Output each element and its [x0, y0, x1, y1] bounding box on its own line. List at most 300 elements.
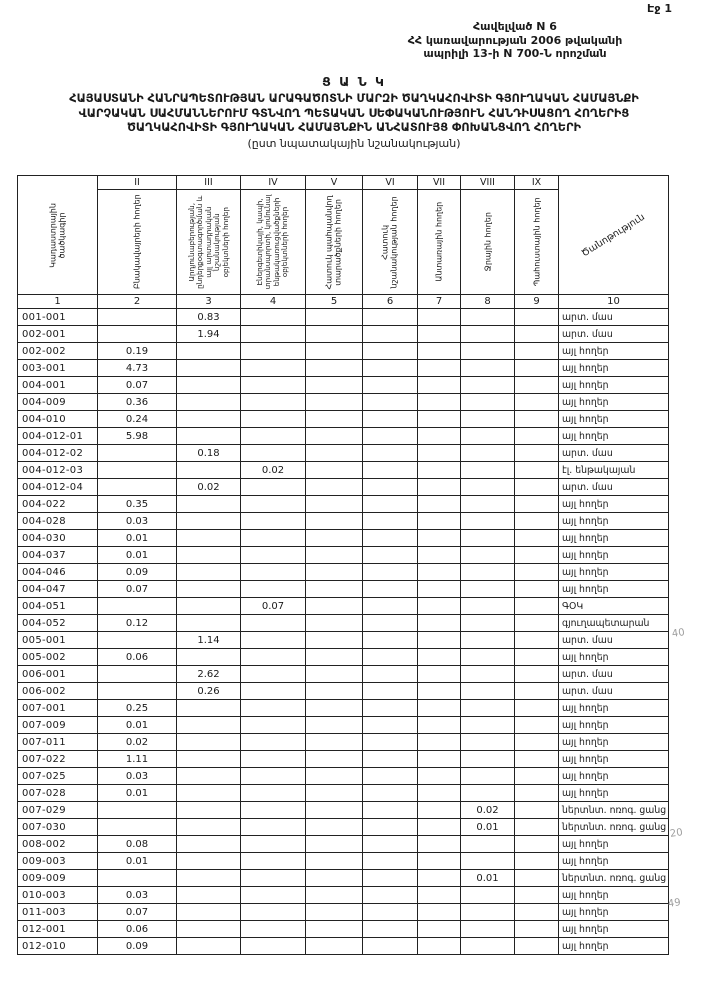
annex-line: Հավելված N 6 — [473, 20, 557, 33]
cell-area-value: 0.07 — [98, 904, 177, 921]
cell-area-value — [461, 785, 515, 802]
cell-area-value — [177, 411, 241, 428]
cell-note: արտ. մաս — [559, 326, 669, 343]
cell-area-value — [363, 802, 418, 819]
cell-area-value — [515, 513, 559, 530]
cell-area-value — [363, 326, 418, 343]
cell-cadastral-code: 004-009 — [18, 394, 98, 411]
cell-area-value — [461, 462, 515, 479]
cell-note: էլ. ենթակայան — [559, 462, 669, 479]
cell-area-value — [306, 853, 363, 870]
cell-area-value — [98, 870, 177, 887]
cell-area-value — [418, 343, 461, 360]
cell-area-value — [306, 309, 363, 326]
cell-area-value — [461, 309, 515, 326]
cell-area-value — [515, 887, 559, 904]
cell-area-value — [241, 411, 306, 428]
table-row — [18, 921, 669, 938]
col-header-special-purpose-lands: Հատուկ նշանակության հողեր — [363, 190, 418, 295]
cell-area-value — [177, 836, 241, 853]
cell-area-value — [418, 683, 461, 700]
cell-area-value — [177, 819, 241, 836]
cell-area-value — [363, 462, 418, 479]
cell-cadastral-code: 007-029 — [18, 802, 98, 819]
table-row — [18, 887, 669, 904]
cell-area-value: 0.06 — [98, 921, 177, 938]
cell-area-value — [461, 921, 515, 938]
cell-area-value — [241, 632, 306, 649]
cell-area-value — [515, 632, 559, 649]
cell-area-value — [461, 666, 515, 683]
table-row — [18, 632, 669, 649]
cell-area-value — [515, 547, 559, 564]
cell-area-value — [363, 904, 418, 921]
cell-area-value: 0.18 — [177, 445, 241, 462]
column-number: 3 — [177, 295, 241, 309]
cell-area-value — [241, 853, 306, 870]
cell-cadastral-code: 009-009 — [18, 870, 98, 887]
cell-area-value: 0.01 — [461, 819, 515, 836]
table-row — [18, 683, 669, 700]
cell-area-value — [418, 751, 461, 768]
cell-area-value: 4.73 — [98, 360, 177, 377]
cell-area-value — [363, 683, 418, 700]
title-line: ՎԱՐՉԱԿԱՆ ՍԱՀՄԱՆՆԵՐՈՒՄ ԳՏՆՎՈՂ ՊԵՏԱԿԱՆ ՍԵՓԱԿԱՆՈՒԹՅՈՒՆ ՀԱՆԴԻՍԱՑՈՂ ՀՈՂԵՐԻՑ — [78, 106, 630, 120]
cell-area-value: 0.01 — [461, 870, 515, 887]
cell-area-value — [363, 649, 418, 666]
cell-cadastral-code: 004-012-02 — [18, 445, 98, 462]
cell-area-value — [363, 700, 418, 717]
cell-cadastral-code: 006-002 — [18, 683, 98, 700]
col-header-industrial-lands: Արդյունաբերության, ընդերքօգտագործման և այլ արտադրական նշանակության օբյեկտների հողեր — [177, 190, 241, 295]
cell-area-value — [306, 377, 363, 394]
cell-area-value — [418, 785, 461, 802]
col-header-forest-lands: Անտառային հողեր — [418, 190, 461, 295]
cell-note: այլ հողեր — [559, 411, 669, 428]
cell-area-value — [461, 649, 515, 666]
cell-area-value — [461, 581, 515, 598]
cell-area-value — [306, 700, 363, 717]
annex-line: ՀՀ կառավարության 2006 թվականի — [407, 33, 623, 47]
table-row — [18, 343, 669, 360]
cell-cadastral-code: 007-030 — [18, 819, 98, 836]
cell-area-value — [418, 428, 461, 445]
cell-area-value: 0.36 — [98, 394, 177, 411]
cell-note: այլ հողեր — [559, 904, 669, 921]
table-row — [18, 819, 669, 836]
cell-area-value — [177, 428, 241, 445]
cell-area-value: 0.35 — [98, 496, 177, 513]
cell-area-value: 0.01 — [98, 530, 177, 547]
cell-area-value — [515, 445, 559, 462]
cell-area-value — [461, 836, 515, 853]
cell-area-value — [241, 479, 306, 496]
cell-area-value — [418, 836, 461, 853]
cell-area-value — [515, 768, 559, 785]
cell-area-value — [306, 819, 363, 836]
cell-area-value — [241, 700, 306, 717]
page-number: Էջ 1 — [647, 2, 672, 15]
cell-area-value — [461, 717, 515, 734]
cell-cadastral-code: 009-003 — [18, 853, 98, 870]
cell-area-value — [306, 649, 363, 666]
cell-area-value — [515, 581, 559, 598]
cell-area-value — [306, 564, 363, 581]
cell-note: այլ հողեր — [559, 734, 669, 751]
cell-area-value — [515, 309, 559, 326]
cell-note: այլ հողեր — [559, 564, 669, 581]
table-row — [18, 513, 669, 530]
cell-area-value: 2.62 — [177, 666, 241, 683]
cell-area-value — [461, 428, 515, 445]
cell-area-value — [177, 598, 241, 615]
cell-area-value — [418, 496, 461, 513]
cell-area-value — [177, 377, 241, 394]
table-row — [18, 904, 669, 921]
column-number: 6 — [363, 295, 418, 309]
cell-area-value — [98, 326, 177, 343]
column-number: 4 — [241, 295, 306, 309]
cell-area-value — [241, 564, 306, 581]
cell-cadastral-code: 002-001 — [18, 326, 98, 343]
column-numeral: III — [177, 176, 241, 190]
cell-area-value — [461, 768, 515, 785]
cell-area-value — [418, 853, 461, 870]
cell-note: ներտնտ. ոռոգ. ցանց — [559, 819, 669, 836]
cell-area-value — [461, 377, 515, 394]
cell-note: այլ հողեր — [559, 428, 669, 445]
cell-area-value — [241, 836, 306, 853]
cell-area-value — [515, 717, 559, 734]
cell-note: ներտնտ. ոռոգ. ցանց — [559, 802, 669, 819]
cell-area-value — [98, 666, 177, 683]
cell-note: արտ. մաս — [559, 683, 669, 700]
cell-cadastral-code: 004-012-03 — [18, 462, 98, 479]
cell-area-value — [98, 598, 177, 615]
column-number: 8 — [461, 295, 515, 309]
cell-area-value — [515, 479, 559, 496]
cell-area-value — [241, 921, 306, 938]
cell-area-value — [241, 904, 306, 921]
cell-area-value — [98, 445, 177, 462]
cell-area-value — [461, 513, 515, 530]
document-subtitle: (ըստ նպատակային նշանակության) — [247, 137, 461, 150]
cell-note: այլ հողեր — [559, 496, 669, 513]
table-row — [18, 938, 669, 955]
cell-area-value — [306, 887, 363, 904]
cell-area-value — [418, 615, 461, 632]
col-header-water-lands: Ջրային հողեր — [461, 190, 515, 295]
cell-area-value — [418, 326, 461, 343]
cell-note: այլ հողեր — [559, 394, 669, 411]
annex-line: ապրիլի 13-ի N 700-Ն որոշման — [423, 47, 607, 60]
cell-note: գյուղապետարան — [559, 615, 669, 632]
cell-cadastral-code: 004-047 — [18, 581, 98, 598]
cell-note: այլ հողեր — [559, 530, 669, 547]
cell-note: արտ. մաս — [559, 445, 669, 462]
cell-area-value — [418, 479, 461, 496]
cell-area-value — [306, 921, 363, 938]
cell-area-value — [363, 479, 418, 496]
cell-area-value — [363, 785, 418, 802]
cell-area-value — [461, 479, 515, 496]
cell-area-value — [363, 445, 418, 462]
cell-area-value: 0.01 — [98, 717, 177, 734]
cell-area-value — [177, 462, 241, 479]
cell-area-value — [515, 377, 559, 394]
table-row — [18, 734, 669, 751]
cell-cadastral-code: 004-012-04 — [18, 479, 98, 496]
cell-area-value — [241, 785, 306, 802]
cell-area-value — [241, 615, 306, 632]
cell-cadastral-code: 002-002 — [18, 343, 98, 360]
cell-area-value — [418, 513, 461, 530]
cell-area-value — [515, 326, 559, 343]
cell-area-value — [461, 615, 515, 632]
table-body — [18, 309, 669, 955]
cell-area-value: 0.01 — [98, 785, 177, 802]
cell-area-value — [241, 802, 306, 819]
cell-area-value — [363, 734, 418, 751]
cell-area-value — [515, 462, 559, 479]
cell-area-value — [418, 564, 461, 581]
cell-area-value — [306, 360, 363, 377]
cell-cadastral-code: 007-009 — [18, 717, 98, 734]
table-row — [18, 445, 669, 462]
cell-note: այլ հողեր — [559, 887, 669, 904]
cell-area-value — [515, 751, 559, 768]
cell-area-value — [306, 836, 363, 853]
cell-area-value — [241, 751, 306, 768]
cell-note: այլ հողեր — [559, 360, 669, 377]
cell-area-value — [461, 700, 515, 717]
cell-area-value — [461, 904, 515, 921]
cell-area-value — [98, 479, 177, 496]
column-number: 9 — [515, 295, 559, 309]
cell-area-value: 0.03 — [98, 887, 177, 904]
cell-area-value — [515, 836, 559, 853]
cell-area-value — [363, 496, 418, 513]
cell-area-value — [363, 530, 418, 547]
cell-area-value — [363, 598, 418, 615]
cell-area-value — [363, 853, 418, 870]
cell-area-value — [363, 666, 418, 683]
cell-area-value — [515, 649, 559, 666]
cell-area-value — [461, 598, 515, 615]
cell-area-value: 0.02 — [98, 734, 177, 751]
cell-area-value — [418, 768, 461, 785]
cell-area-value — [363, 751, 418, 768]
cell-area-value — [306, 581, 363, 598]
cell-area-value — [241, 870, 306, 887]
cell-area-value — [515, 615, 559, 632]
cell-area-value — [418, 547, 461, 564]
cell-area-value — [306, 632, 363, 649]
cell-area-value — [461, 445, 515, 462]
cell-note: այլ հողեր — [559, 717, 669, 734]
cell-area-value — [515, 530, 559, 547]
cell-area-value — [306, 462, 363, 479]
cell-area-value: 0.07 — [241, 598, 306, 615]
cell-note: այլ հողեր — [559, 343, 669, 360]
cell-area-value — [418, 649, 461, 666]
cell-cadastral-code: 012-001 — [18, 921, 98, 938]
cell-cadastral-code: 004-001 — [18, 377, 98, 394]
cell-area-value: 0.02 — [461, 802, 515, 819]
cell-area-value: 0.25 — [98, 700, 177, 717]
cell-area-value — [363, 513, 418, 530]
cell-area-value — [363, 411, 418, 428]
cell-area-value — [363, 887, 418, 904]
cell-area-value: 0.07 — [98, 377, 177, 394]
cell-area-value — [177, 496, 241, 513]
cell-area-value — [363, 938, 418, 955]
cell-note: արտ. մաս — [559, 479, 669, 496]
cell-cadastral-code: 004-030 — [18, 530, 98, 547]
cell-area-value — [177, 717, 241, 734]
cell-area-value — [241, 887, 306, 904]
cell-cadastral-code: 011-003 — [18, 904, 98, 921]
cell-area-value — [363, 717, 418, 734]
table-row — [18, 547, 669, 564]
cell-area-value — [363, 564, 418, 581]
cell-area-value — [363, 836, 418, 853]
cell-cadastral-code: 004-046 — [18, 564, 98, 581]
table-row — [18, 309, 669, 326]
cell-area-value — [363, 768, 418, 785]
title-line: ԾԱՂԿԱՀՈՎԻՏԻ ԳՅՈՒՂԱԿԱՆ ՀԱՄԱՅՆՔԻՆ ԱՆՀԱՏՈՒՅՑ ՓՈԽԱՆՑՎՈՂ ՀՈՂԵՐԻ — [127, 121, 581, 134]
cell-area-value — [241, 428, 306, 445]
cell-area-value — [363, 394, 418, 411]
cell-area-value: 0.06 — [98, 649, 177, 666]
cell-area-value — [177, 853, 241, 870]
cell-area-value — [306, 904, 363, 921]
cell-area-value — [177, 615, 241, 632]
cell-note: արտ. մաս — [559, 632, 669, 649]
table-row — [18, 751, 669, 768]
cell-area-value — [363, 309, 418, 326]
cell-area-value — [363, 343, 418, 360]
cell-note: ԳՕԿ — [559, 598, 669, 615]
cell-area-value — [241, 717, 306, 734]
cell-area-value — [363, 921, 418, 938]
cell-area-value: 0.03 — [98, 513, 177, 530]
cell-area-value — [241, 683, 306, 700]
cell-area-value — [461, 564, 515, 581]
cell-cadastral-code: 012-010 — [18, 938, 98, 955]
cell-area-value — [177, 564, 241, 581]
table-row — [18, 717, 669, 734]
cell-area-value: 1.14 — [177, 632, 241, 649]
cell-area-value — [515, 938, 559, 955]
cell-area-value — [515, 360, 559, 377]
cell-area-value — [418, 462, 461, 479]
cell-cadastral-code: 006-001 — [18, 666, 98, 683]
cell-area-value — [515, 564, 559, 581]
cell-area-value — [461, 530, 515, 547]
column-numeral: VI — [363, 176, 418, 190]
col-header-protected-lands: Հատուկ պահպանվող տարածքների հողեր — [306, 190, 363, 295]
cell-note: այլ հողեր — [559, 700, 669, 717]
cell-area-value — [418, 394, 461, 411]
cell-area-value — [418, 717, 461, 734]
cell-area-value — [241, 377, 306, 394]
cell-area-value — [363, 632, 418, 649]
land-transfer-table — [17, 175, 669, 955]
cell-area-value — [177, 530, 241, 547]
cell-note: այլ հողեր — [559, 547, 669, 564]
cell-area-value — [515, 870, 559, 887]
cell-note: այլ հողեր — [559, 513, 669, 530]
cell-cadastral-code: 005-001 — [18, 632, 98, 649]
column-numeral: IX — [515, 176, 559, 190]
cell-cadastral-code: 004-022 — [18, 496, 98, 513]
cell-cadastral-code: 004-051 — [18, 598, 98, 615]
annex-reference-block — [352, 20, 678, 61]
table-row — [18, 377, 669, 394]
cell-area-value — [241, 547, 306, 564]
cell-area-value — [177, 870, 241, 887]
cell-area-value — [241, 496, 306, 513]
table-row — [18, 598, 669, 615]
cell-area-value: 0.83 — [177, 309, 241, 326]
cell-area-value: 0.12 — [98, 615, 177, 632]
col-header-settlement-lands: Բնակավայրերի հողեր — [98, 190, 177, 295]
table-row — [18, 666, 669, 683]
cell-area-value — [363, 615, 418, 632]
cell-area-value — [306, 598, 363, 615]
cell-area-value — [306, 734, 363, 751]
cell-area-value — [241, 360, 306, 377]
cell-area-value — [461, 887, 515, 904]
cell-cadastral-code: 004-028 — [18, 513, 98, 530]
cell-area-value — [306, 802, 363, 819]
cell-area-value — [241, 649, 306, 666]
cell-area-value — [515, 666, 559, 683]
cell-area-value — [461, 394, 515, 411]
cell-area-value — [177, 734, 241, 751]
table-row — [18, 360, 669, 377]
cell-note: այլ հողեր — [559, 853, 669, 870]
cell-area-value — [461, 734, 515, 751]
cell-area-value — [461, 751, 515, 768]
cell-area-value — [98, 802, 177, 819]
cell-area-value — [241, 768, 306, 785]
cell-area-value — [241, 326, 306, 343]
cell-area-value — [461, 496, 515, 513]
cell-cadastral-code: 004-012-01 — [18, 428, 98, 445]
cell-area-value — [177, 938, 241, 955]
cell-area-value — [418, 904, 461, 921]
cell-cadastral-code: 004-037 — [18, 547, 98, 564]
cell-area-value — [418, 938, 461, 955]
cell-area-value — [363, 360, 418, 377]
cell-area-value — [515, 853, 559, 870]
title-line: ՀԱՅԱՍՏԱՆԻ ՀԱՆՐԱՊԵՏՈՒԹՅԱՆ ԱՐԱԳԱԾՈՏՆԻ ՄԱՐԶԻ ԾԱՂԿԱՀՈՎԻՏԻ ԳՅՈՒՂԱԿԱՆ ՀԱՄԱՅՆՔԻ — [69, 92, 639, 105]
table-row — [18, 615, 669, 632]
document-title — [0, 92, 708, 136]
table-row — [18, 853, 669, 870]
cell-area-value — [363, 819, 418, 836]
col-header-note: Ծանոթություն — [559, 176, 669, 295]
cell-area-value — [515, 428, 559, 445]
cell-cadastral-code: 010-003 — [18, 887, 98, 904]
cell-area-value — [241, 938, 306, 955]
table-row — [18, 870, 669, 887]
cell-area-value — [177, 581, 241, 598]
table-row — [18, 326, 669, 343]
cell-area-value — [515, 921, 559, 938]
